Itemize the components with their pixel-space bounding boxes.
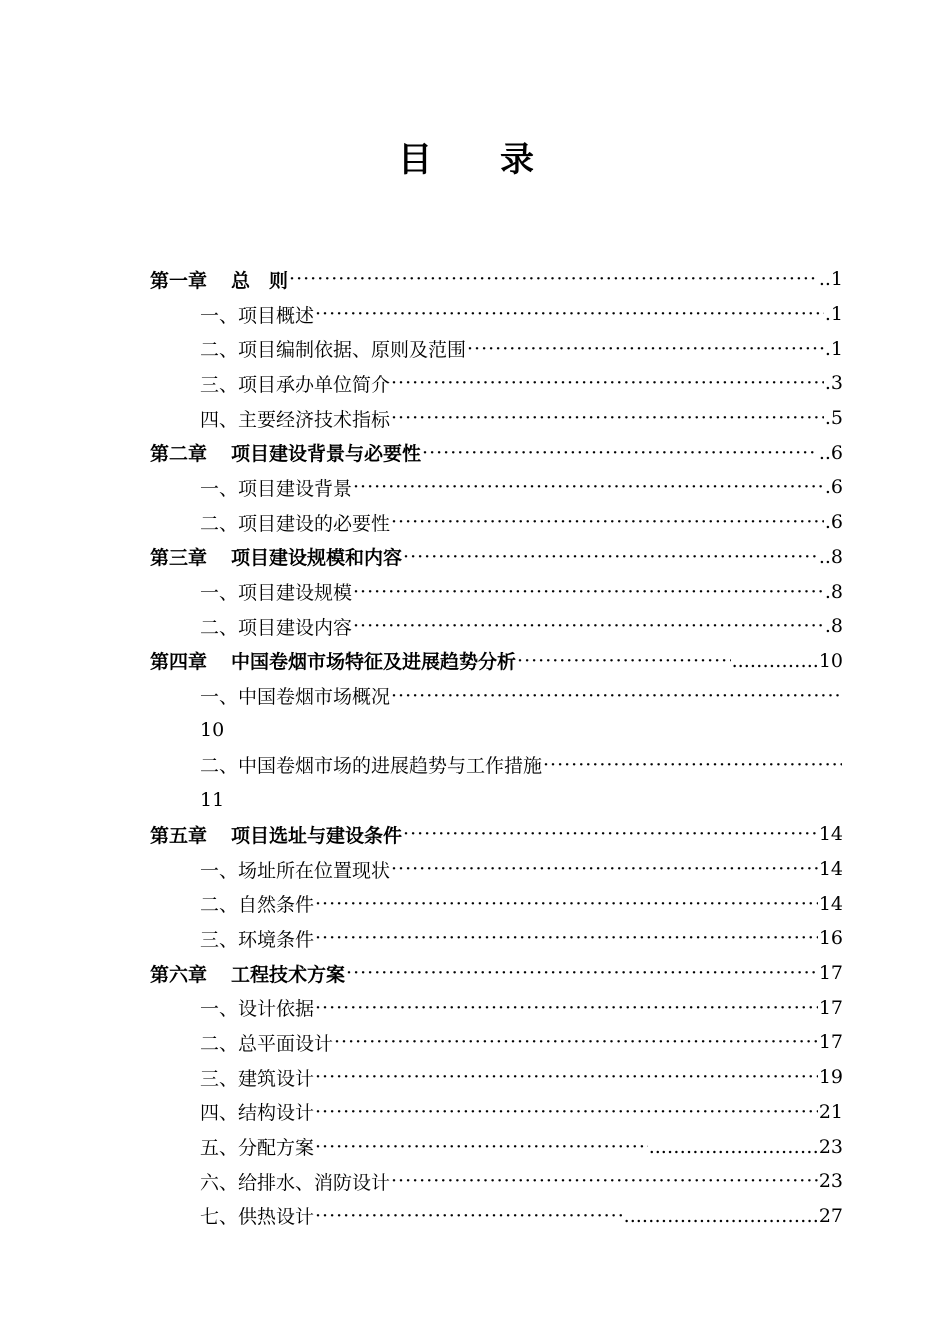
toc-section-entry[interactable]	[150, 331, 843, 366]
dot-leader	[467, 338, 824, 360]
dot-leader	[391, 372, 824, 394]
toc-section-entry[interactable]	[150, 1025, 843, 1060]
dot-leader	[391, 407, 824, 429]
section-title: 五、分配方案	[200, 1137, 315, 1160]
section-title: 二、项目编制依据、原则及范围	[200, 339, 467, 362]
section-title: 三、环境条件	[200, 928, 315, 951]
section-title: 二、项目建设的必要性	[200, 512, 391, 535]
toc-section-entry[interactable]	[150, 886, 843, 921]
page-number: 14	[818, 823, 843, 846]
page-number: 14	[818, 858, 843, 881]
dot-leader	[289, 268, 818, 290]
section-title: 一、项目建设规模	[200, 582, 353, 605]
toc-section-entry[interactable]	[150, 921, 843, 956]
section-title: 一、项目概述	[200, 304, 315, 327]
dot-leader	[334, 1031, 818, 1053]
page-number: .3	[824, 372, 843, 395]
page-number: .1	[824, 303, 843, 326]
page-number: 17	[818, 962, 843, 985]
dot-leader	[353, 476, 824, 498]
page-number: .6	[824, 476, 843, 499]
dot-leader	[403, 546, 818, 568]
page-number: ..6	[818, 441, 843, 464]
toc-entry-label	[150, 647, 516, 674]
toc-section-entry[interactable]	[150, 574, 843, 609]
section-title: 二、自然条件	[200, 894, 315, 917]
dot-leader	[315, 1101, 818, 1123]
toc-chapter-entry[interactable]	[150, 817, 843, 852]
entry-line	[200, 748, 843, 783]
entry-line	[200, 678, 843, 713]
page-number: 23	[818, 1170, 843, 1193]
dot-leader	[391, 858, 818, 880]
dot-leader	[391, 685, 842, 707]
dot-leader	[391, 511, 824, 533]
toc-section-entry[interactable]	[150, 1129, 843, 1164]
section-title: 四、结构设计	[200, 1102, 315, 1125]
chapter-title: 总 则	[231, 269, 289, 292]
page-number: 10	[200, 719, 225, 742]
dot-leader	[422, 442, 818, 464]
page-number: .8	[824, 615, 843, 638]
section-title: 一、场址所在位置现状	[200, 859, 391, 882]
toc-chapter-entry[interactable]	[150, 435, 843, 470]
page-number: 21	[818, 1100, 843, 1123]
toc-entry-label	[150, 543, 402, 570]
toc-chapter-entry[interactable]	[150, 644, 843, 679]
toc-section-entry[interactable]	[150, 1164, 843, 1199]
dot-leader	[315, 1066, 818, 1088]
toc-entry-label	[150, 821, 402, 848]
toc-section-entry[interactable]	[150, 1095, 843, 1130]
dot-leader	[403, 823, 818, 845]
entry-line-wrapped	[200, 782, 843, 817]
dot-leader	[353, 581, 824, 603]
toc-section-entry[interactable]	[150, 678, 843, 747]
page-number: ..8	[818, 545, 843, 568]
entry-line-wrapped	[200, 713, 843, 748]
chapter-number: 第五章	[150, 824, 208, 847]
chapter-title: 工程技术方案	[231, 963, 346, 986]
chapter-number: 第六章	[150, 963, 208, 986]
section-title: 七、供热设计	[200, 1206, 315, 1229]
toc-section-entry[interactable]	[150, 505, 843, 540]
section-title: 二、中国卷烟市场的进展趋势与工作措施	[200, 755, 543, 778]
toc-section-entry[interactable]	[150, 852, 843, 887]
chapter-title: 中国卷烟市场特征及进展趋势分析	[231, 651, 517, 674]
toc-entry-label	[150, 266, 288, 293]
chapter-number: 第四章	[150, 651, 208, 674]
dot-leader	[517, 650, 731, 672]
section-title: 二、总平面设计	[200, 1032, 334, 1055]
chapter-number: 第三章	[150, 547, 208, 570]
toc-section-entry[interactable]	[150, 990, 843, 1025]
table-of-contents	[150, 262, 843, 1233]
page-number: 16	[818, 927, 843, 950]
page-number: .5	[824, 407, 843, 430]
page-title: 目录	[398, 140, 602, 180]
section-title: 三、项目承办单位简介	[200, 373, 391, 396]
section-title: 一、项目建设背景	[200, 477, 353, 500]
page-number: ...……………………….27	[623, 1204, 843, 1227]
section-title: 一、中国卷烟市场概况	[200, 686, 391, 709]
chapter-title: 项目选址与建设条件	[231, 824, 403, 847]
page-number: 17	[818, 1031, 843, 1054]
toc-section-entry[interactable]	[150, 748, 843, 817]
page-number: ...……………………23	[648, 1135, 843, 1158]
page-number: ..1	[818, 268, 843, 291]
dot-leader	[353, 615, 824, 637]
dot-leader	[315, 303, 824, 325]
page-number: 17	[818, 996, 843, 1019]
toc-section-entry[interactable]	[150, 609, 843, 644]
dot-leader	[346, 962, 818, 984]
section-title: 三、建筑设计	[200, 1067, 315, 1090]
page-number: .6	[824, 511, 843, 534]
toc-chapter-entry[interactable]	[150, 540, 843, 575]
section-title: 一、设计依据	[200, 998, 315, 1021]
toc-section-entry[interactable]	[150, 1199, 843, 1234]
dot-leader	[543, 754, 842, 776]
toc-chapter-entry[interactable]	[150, 956, 843, 991]
dot-leader	[315, 997, 818, 1019]
page-number: 11	[200, 788, 225, 811]
dot-leader	[391, 1170, 818, 1192]
chapter-number: 第一章	[150, 269, 208, 292]
toc-entry-label	[150, 960, 345, 987]
section-title: 二、项目建设内容	[200, 616, 353, 639]
section-title: 六、给排水、消防设计	[200, 1171, 391, 1194]
page-number: 14	[818, 892, 843, 915]
toc-section-entry[interactable]	[150, 1060, 843, 1095]
page-number: .1	[824, 337, 843, 360]
toc-section-entry[interactable]	[150, 470, 843, 505]
section-title: 四、主要经济技术指标	[200, 408, 391, 431]
page-number: .8	[824, 580, 843, 603]
toc-chapter-entry[interactable]	[150, 262, 843, 297]
dot-leader	[315, 1136, 648, 1158]
page-number: 19	[818, 1066, 843, 1089]
chapter-title: 项目建设规模和内容	[231, 547, 403, 570]
page-number: ...………..10	[731, 649, 843, 672]
toc-entry-label	[150, 439, 421, 466]
chapter-title: 项目建设背景与必要性	[231, 443, 422, 466]
toc-section-entry[interactable]	[150, 401, 843, 436]
dot-leader	[315, 893, 818, 915]
toc-section-entry[interactable]	[150, 297, 843, 332]
toc-section-entry[interactable]	[150, 366, 843, 401]
chapter-number: 第二章	[150, 443, 208, 466]
dot-leader	[315, 927, 818, 949]
dot-leader	[315, 1205, 623, 1227]
